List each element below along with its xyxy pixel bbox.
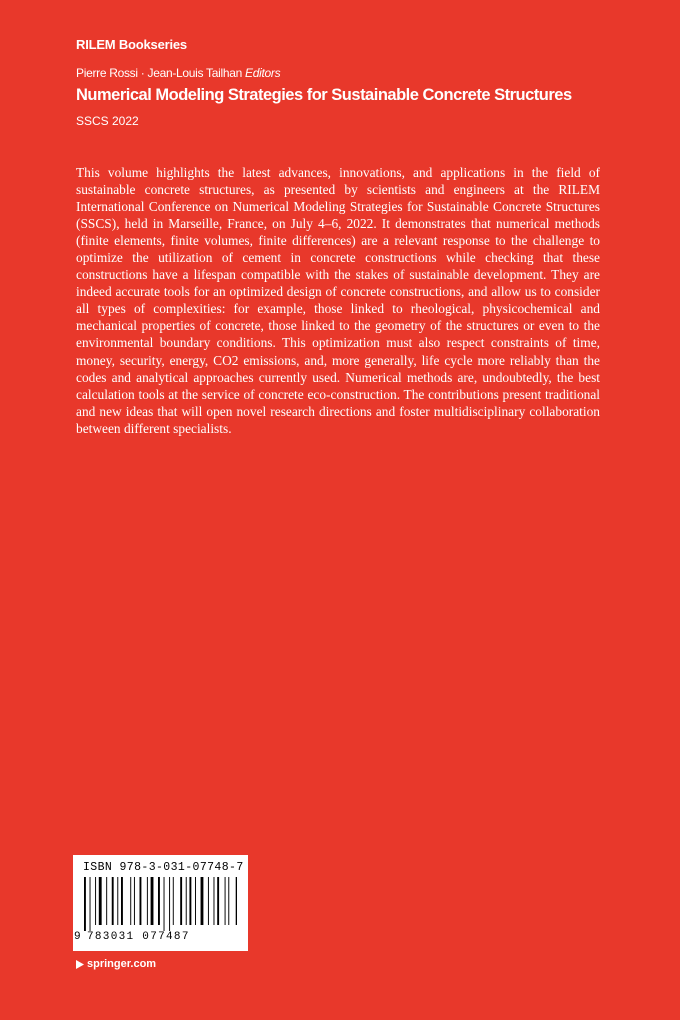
editors-role: Editors <box>245 66 281 80</box>
ean-digits: 783031 077487 <box>87 931 190 943</box>
book-description: This volume highlights the latest advances, innovations, and applications in the field of sustainable concrete structures, as presented by scientists and engineers at the RILEM International Conference on Numerical Modeling Strategies for Sustainable Concrete Structures (SSCS), held in Marseille, France, on July 4–6, 2022. It demonstrates that numerical methods (finite elements, finite volumes, finite differences) are a relevant response to the challenge to optimize the utilization of cement in concrete constructions while checking that these constructions have a lifespan compatible with the stakes of sustainable development. They are indeed accurate tools for an optimized design of concrete constructions, and allow us to consider all types of complexities: for example, those linked to rheological, physicochemical and mechanical properties of concrete, those linked to the geometry of the structures or even to the environmental boundary conditions. This optimization must also respect constraints of time, money, security, energy, CO2 emissions, and, more generally, life cycle more reliably than the codes and analytical approaches currently used. Numerical methods are, undoubtedly, the best calculation tools at the service of concrete eco-construction. The contributions present traditional and new ideas that will open novel research directions and foster multidisciplinary collaboration between different specialists. <box>76 165 600 436</box>
ean-first-digit: 9 <box>74 931 81 943</box>
isbn-label: ISBN 978-3-031-07748-7 <box>83 861 244 874</box>
editors-line <box>76 66 280 80</box>
publisher-link[interactable] <box>76 958 156 970</box>
book-title: Numerical Modeling Strategies for Sustainable Concrete Structures <box>76 86 572 104</box>
book-subtitle: SSCS 2022 <box>76 114 139 128</box>
barcode-image <box>82 877 239 931</box>
arrow-right-icon <box>76 960 84 969</box>
editor-names: Pierre Rossi · Jean-Louis Tailhan <box>76 66 242 80</box>
series-name: RILEM Bookseries <box>76 37 187 52</box>
publisher-link-text: springer.com <box>87 958 157 970</box>
isbn-barcode-box <box>73 855 248 951</box>
